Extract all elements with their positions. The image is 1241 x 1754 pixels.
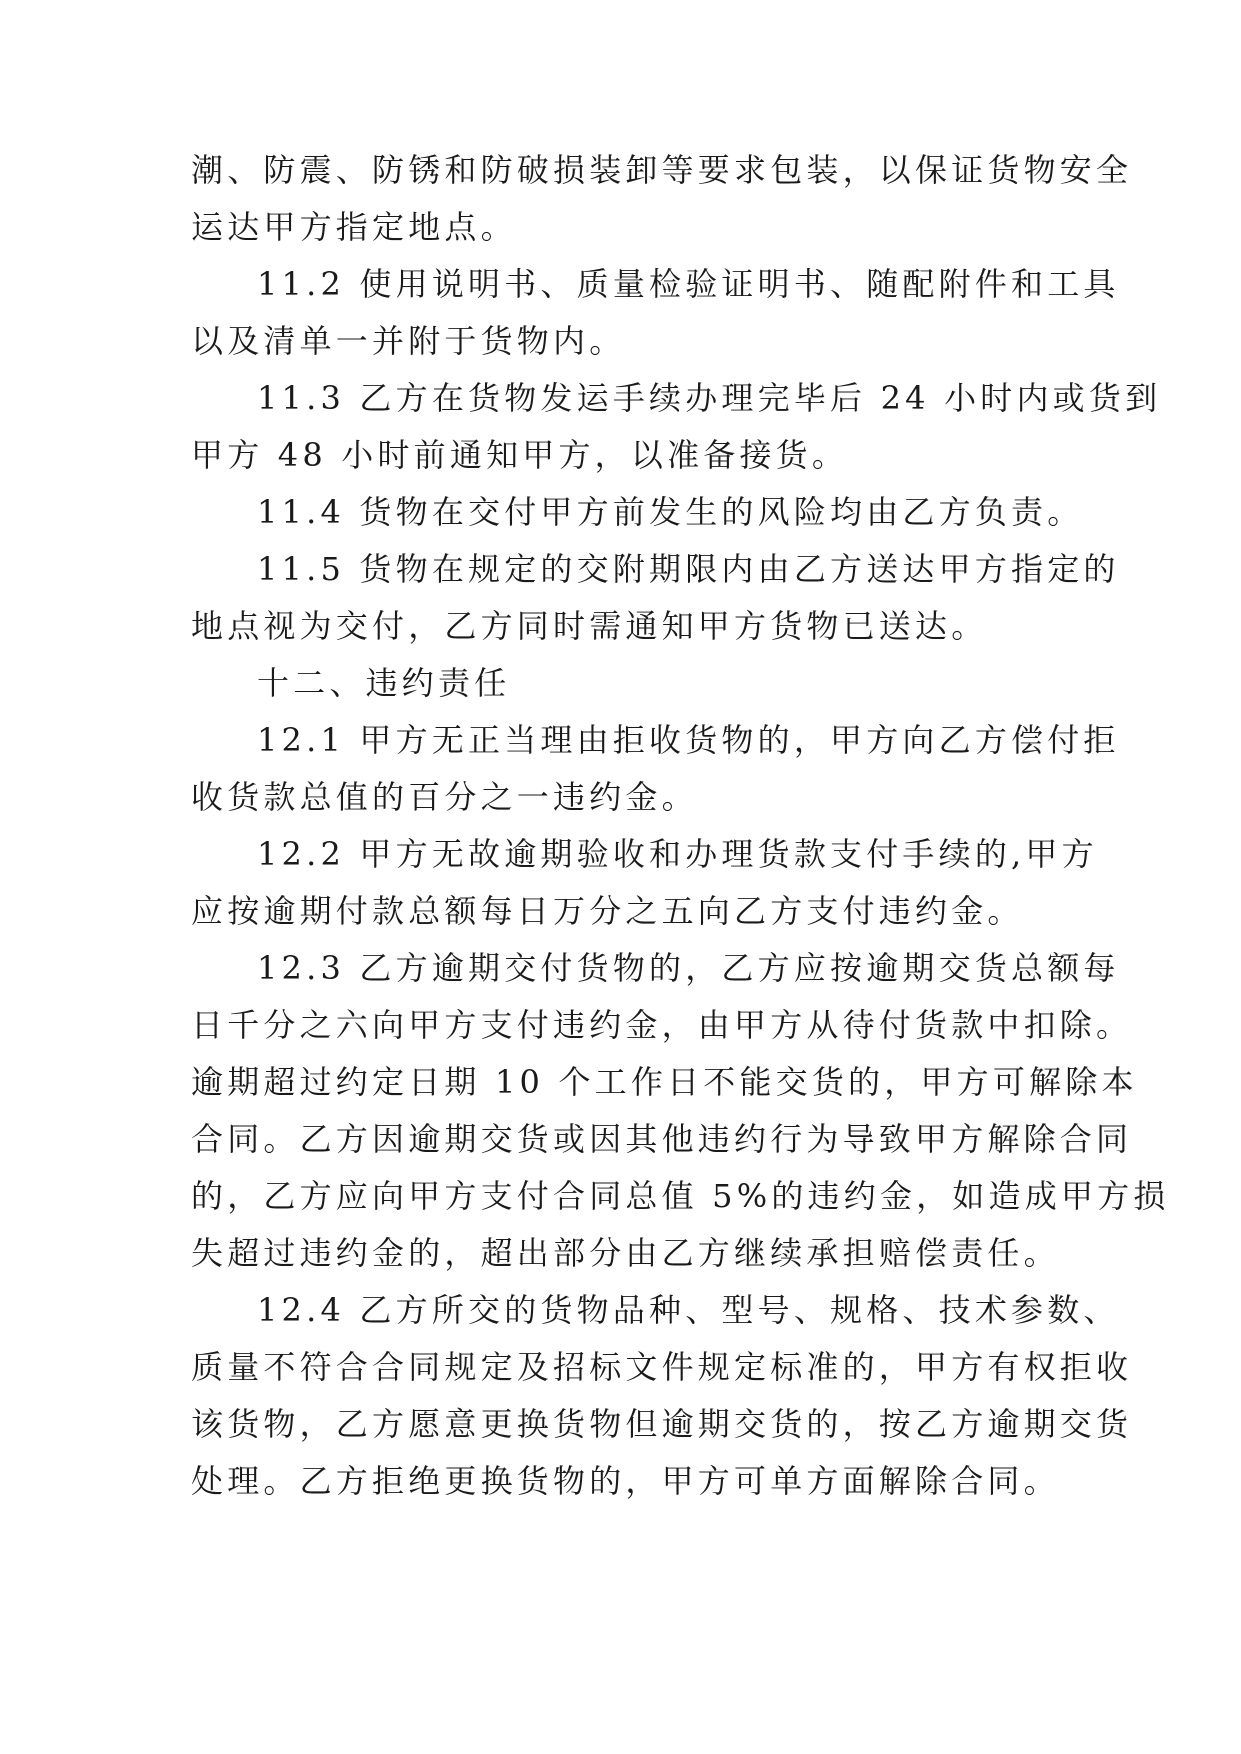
text-line: 逾期超过约定日期 10 个工作日不能交货的，甲方可解除本	[191, 1063, 1138, 1101]
clause-11-2: 11.2 使用说明书、质量检验证明书、随配附件和工具	[257, 265, 1120, 303]
text-line: 失超过违约金的，超出部分由乙方继续承担赔偿责任。	[191, 1234, 1060, 1272]
clause-11-3: 11.3 乙方在货物发运手续办理完毕后 24 小时内或货到	[257, 379, 1162, 417]
clause-12-4: 12.4 乙方所交的货物品种、型号、规格、技术参数、	[257, 1291, 1120, 1329]
text-line: 应按逾期付款总额每日万分之五向乙方支付违约金。	[191, 892, 1024, 930]
clause-12-2: 12.2 甲方无故逾期验收和办理货款支付手续的,甲方	[257, 835, 1098, 873]
text-line: 地点视为交付，乙方同时需通知甲方货物已送达。	[191, 607, 988, 645]
section-heading: 十二、违约责任	[257, 664, 511, 702]
text-line: 该货物，乙方愿意更换货物但逾期交货的，按乙方逾期交货	[191, 1405, 1133, 1443]
clause-12-1: 12.1 甲方无正当理由拒收货物的，甲方向乙方偿付拒	[257, 721, 1120, 759]
text-line: 的，乙方应向甲方支付合同总值 5%的违约金，如造成甲方损	[191, 1177, 1170, 1215]
text-line: 合同。乙方因逾期交货或因其他违约行为导致甲方解除合同	[191, 1120, 1133, 1158]
text-line: 潮、防震、防锈和防破损装卸等要求包装，以保证货物安全	[191, 151, 1133, 189]
text-line: 处理。乙方拒绝更换货物的，甲方可单方面解除合同。	[191, 1462, 1060, 1500]
clause-12-3: 12.3 乙方逾期交付货物的，乙方应按逾期交货总额每	[257, 949, 1120, 987]
clause-11-5: 11.5 货物在规定的交附期限内由乙方送达甲方指定的	[257, 550, 1120, 588]
clause-11-4: 11.4 货物在交付甲方前发生的风险均由乙方负责。	[257, 493, 1084, 531]
text-line: 运达甲方指定地点。	[191, 208, 517, 246]
text-line: 以及清单一并附于货物内。	[191, 322, 626, 360]
text-line: 收货款总值的百分之一违约金。	[191, 778, 698, 816]
text-line: 甲方 48 小时前通知甲方，以准备接货。	[191, 436, 849, 474]
text-line: 日千分之六向甲方支付违约金，由甲方从待付货款中扣除。	[191, 1006, 1133, 1044]
text-line: 质量不符合合同规定及招标文件规定标准的，甲方有权拒收	[191, 1348, 1133, 1386]
